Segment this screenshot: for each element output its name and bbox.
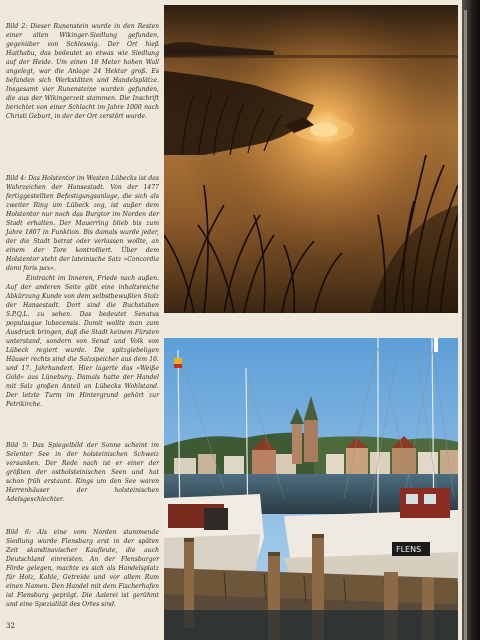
caption-bild-2: Bild 2: Dieser Runenstein wurde in den Resten einer alten Wikinger-Siedlung gefunden, gegenüber von Schleswig. Der Ort hieß Haithabu, das bedeutet so etwas wie Siedlung auf der Heide. Um einen 18 Meter hohen Wall angelegt, war die Anlage 24 Hektar groß. Es befanden sich Werkstätten und Handelsplätze. Insgesamt vier Runensteine wurden gefunden, die aus der Wikingerzeit stammen. Die Inschrift berichtet von einer Schlacht im Jahre 1000 nach Christi Geburt, in der der Ort zerstört wurde.: [6, 23, 159, 121]
photo-flensburg-harbor: [164, 338, 458, 640]
boat-sign: FLENS: [396, 545, 422, 554]
page-number: 32: [6, 622, 15, 630]
caption-bild-6: Bild 6: Als eine vom Norden stammende Siedlung wurde Flensburg erst in der späten Zeit skandinavischer Kaufleute, die auch Deutschland einreisten. An der Flensburger Förde gelegen, machte es sich als Handelsplatz für Holz, Kohle, Getreide und vor allem Rum einen Namen. Den Handel mit dem Fischerhafen ist Flensburg geprägt. Die Aalerei ist gerühmt und eine Spezialität des Ortes sind.: [6, 529, 159, 609]
photo-sunset-lake: [164, 5, 458, 313]
caption-bild-4: Bild 4: Das Holstentor im Westen Lübecks ist das Wahrzeichen der Hansestadt. Von der 1477 fertiggestellten Befestigungsanlage, die sich als zweiter Ring um Lübeck zog, ist außer dem Holstentor nur noch das Burgtor im Norden der Stadt erhalten. Der Mauerring blieb bis zum Jahre 1807 in Funktion. Bis damals wurde jeder, der die Stadt betrat oder verlassen wollte, an einem der Tore kontrolliert. Über dem Holstentor steht der lateinische Satz »Concordia domi foris pax«. Eintracht im Inneren, Friede nach außen. Auf der anderen Seite gibt eine inhaltsreiche Abkürzung Kunde von dem selbstbewußten Stolz der Hansestadt. Dort sind die Buchstaben S.P.Q.L. zu sehen. Das bedeutet Senatus populusque lubecensis. Damit wollte man zum Ausdruck bringen, daß die Stadt keinem Fürsten unterstand, sondern von Senat und Volk von Lübeck regiert wurde. Die spitzgiebeligen Häuser rechts sind die Salzspeicher aus dem 16. und 17. Jahrhundert. Hier lagerte das »Weiße Gold« aus Lüneburg. Damals hatte der Handel mit Salz großen Anteil an Lübecks Wohlstand. Der letzte Turm im Hintergrund gehört zur Petrikirche.: [6, 175, 159, 409]
caption-bild-5: Bild 5: Das Spiegelbild der Sonne scheint im Selenter See in der holsteinischen Schweiz versunken. Der Rede nach ist er einer der größten der ostholsteinischen Seen und hat schon früh erstaunt. Rings um den See waren Herrenhäuser der holsteinischen Adelsgeschlechter.: [6, 442, 159, 504]
page-edge: [464, 10, 467, 640]
book-spine: [462, 0, 480, 640]
